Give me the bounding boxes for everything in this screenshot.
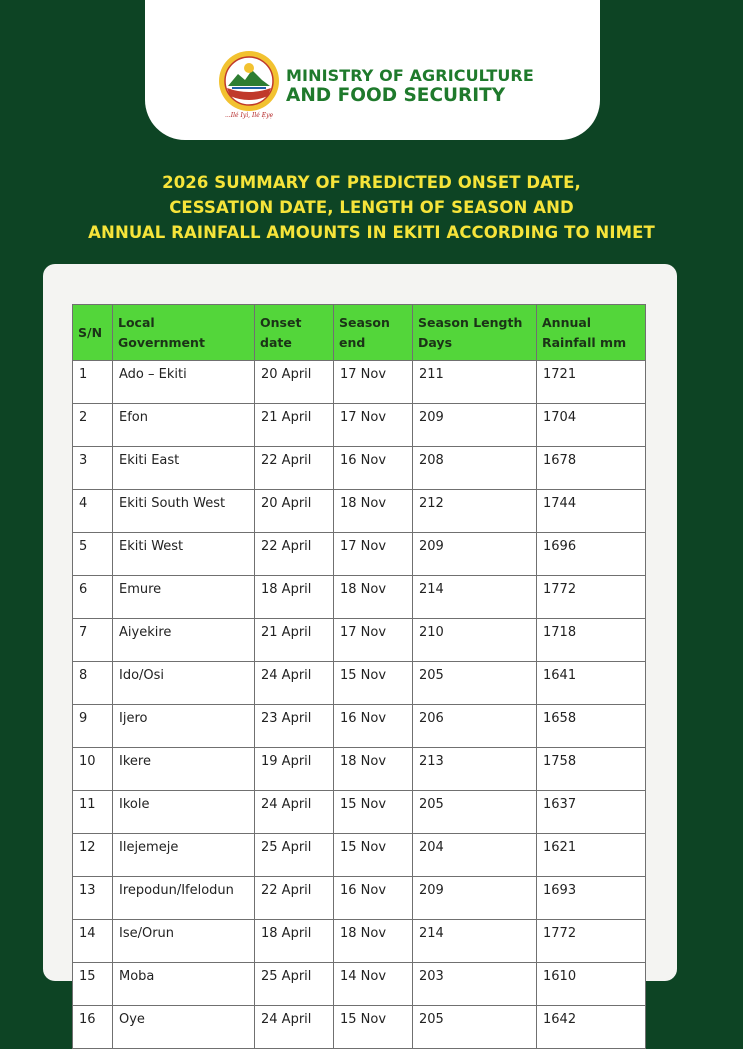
cell-sn: 16: [73, 1006, 113, 1049]
cell-onset: 20 April: [255, 361, 334, 404]
cell-season-length: 213: [413, 748, 537, 791]
cell-annual-rainfall: 1641: [537, 662, 646, 705]
ekiti-state-seal-icon: [218, 50, 280, 112]
title-line1: 2026 SUMMARY OF PREDICTED ONSET DATE,: [162, 173, 581, 192]
cell-annual-rainfall: 1696: [537, 533, 646, 576]
table-row: [73, 662, 646, 705]
col-header-sn: S/N: [73, 305, 113, 361]
cell-season-length: 206: [413, 705, 537, 748]
cell-season-length: 210: [413, 619, 537, 662]
cell-season-length: 204: [413, 834, 537, 877]
cell-onset: 21 April: [255, 404, 334, 447]
cell-season-length: 209: [413, 533, 537, 576]
cell-season-length: 208: [413, 447, 537, 490]
cell-onset: 18 April: [255, 920, 334, 963]
table-row: [73, 963, 646, 1006]
cell-annual-rainfall: 1678: [537, 447, 646, 490]
cell-sn: 12: [73, 834, 113, 877]
cell-annual-rainfall: 1658: [537, 705, 646, 748]
cell-season-length: 209: [413, 404, 537, 447]
table-row: [73, 834, 646, 877]
cell-lga: Efon: [113, 404, 255, 447]
cell-lga: Ado – Ekiti: [113, 361, 255, 404]
cell-season-end: 15 Nov: [334, 791, 413, 834]
cell-onset: 21 April: [255, 619, 334, 662]
cell-onset: 25 April: [255, 963, 334, 1006]
cell-season-length: 212: [413, 490, 537, 533]
cell-onset: 19 April: [255, 748, 334, 791]
col-header-season-length: Season Length Days: [413, 305, 537, 361]
cell-lga: Ijero: [113, 705, 255, 748]
table-row: [73, 533, 646, 576]
cell-lga: Irepodun/Ifelodun: [113, 877, 255, 920]
ministry-name-line2: AND FOOD SECURITY: [286, 85, 506, 107]
title-line3: ANNUAL RAINFALL AMOUNTS IN EKITI ACCORDING TO NIMET: [88, 223, 655, 242]
cell-season-length: 205: [413, 662, 537, 705]
cell-sn: 5: [73, 533, 113, 576]
cell-annual-rainfall: 1718: [537, 619, 646, 662]
cell-season-end: 18 Nov: [334, 920, 413, 963]
cell-annual-rainfall: 1744: [537, 490, 646, 533]
cell-sn: 2: [73, 404, 113, 447]
cell-sn: 8: [73, 662, 113, 705]
cell-onset: 24 April: [255, 1006, 334, 1049]
cell-lga: Ekiti East: [113, 447, 255, 490]
cell-annual-rainfall: 1637: [537, 791, 646, 834]
cell-sn: 13: [73, 877, 113, 920]
table-row: [73, 619, 646, 662]
cell-season-end: 15 Nov: [334, 662, 413, 705]
cell-onset: 20 April: [255, 490, 334, 533]
cell-onset: 22 April: [255, 877, 334, 920]
cell-annual-rainfall: 1772: [537, 576, 646, 619]
logo-motto: ...Ilé Iyì, Ilé Ẹyẹ: [224, 112, 274, 119]
col-header-onset: Onset date: [255, 305, 334, 361]
page-title: [20, 170, 723, 245]
cell-sn: 3: [73, 447, 113, 490]
cell-season-end: 17 Nov: [334, 361, 413, 404]
cell-sn: 11: [73, 791, 113, 834]
col-header-season-end: Season end: [334, 305, 413, 361]
table-row: [73, 920, 646, 963]
cell-season-length: 205: [413, 791, 537, 834]
table-row: [73, 361, 646, 404]
cell-annual-rainfall: 1704: [537, 404, 646, 447]
table-row: [73, 748, 646, 791]
cell-lga: Ikere: [113, 748, 255, 791]
table-row: [73, 404, 646, 447]
table-row: [73, 791, 646, 834]
cell-annual-rainfall: 1758: [537, 748, 646, 791]
cell-lga: Ise/Orun: [113, 920, 255, 963]
cell-season-length: 211: [413, 361, 537, 404]
cell-season-length: 209: [413, 877, 537, 920]
cell-season-end: 16 Nov: [334, 705, 413, 748]
cell-season-end: 16 Nov: [334, 877, 413, 920]
cell-lga: Emure: [113, 576, 255, 619]
cell-annual-rainfall: 1610: [537, 963, 646, 1006]
cell-onset: 22 April: [255, 533, 334, 576]
cell-sn: 9: [73, 705, 113, 748]
col-header-annual-rainfall: Annual Rainfall mm: [537, 305, 646, 361]
cell-sn: 10: [73, 748, 113, 791]
cell-season-end: 14 Nov: [334, 963, 413, 1006]
table-row: [73, 576, 646, 619]
cell-annual-rainfall: 1721: [537, 361, 646, 404]
cell-sn: 14: [73, 920, 113, 963]
cell-season-length: 214: [413, 576, 537, 619]
cell-season-end: 15 Nov: [334, 1006, 413, 1049]
cell-sn: 1: [73, 361, 113, 404]
cell-season-length: 205: [413, 1006, 537, 1049]
cell-onset: 22 April: [255, 447, 334, 490]
ministry-name-line1: MINISTRY OF AGRICULTURE: [286, 66, 534, 85]
table-row: [73, 490, 646, 533]
table-header-row: [73, 305, 646, 361]
cell-onset: 18 April: [255, 576, 334, 619]
cell-lga: Oye: [113, 1006, 255, 1049]
cell-season-length: 214: [413, 920, 537, 963]
cell-season-end: 15 Nov: [334, 834, 413, 877]
cell-onset: 25 April: [255, 834, 334, 877]
table-row: [73, 1006, 646, 1049]
cell-annual-rainfall: 1621: [537, 834, 646, 877]
table-row: [73, 447, 646, 490]
cell-lga: Ido/Osi: [113, 662, 255, 705]
col-header-lga: Local Government: [113, 305, 255, 361]
cell-season-end: 17 Nov: [334, 404, 413, 447]
cell-lga: Moba: [113, 963, 255, 1006]
cell-season-end: 17 Nov: [334, 619, 413, 662]
rainfall-table: [72, 304, 646, 1049]
table-row: [73, 705, 646, 748]
cell-sn: 6: [73, 576, 113, 619]
cell-lga: Ilejemeje: [113, 834, 255, 877]
ministry-name: [286, 66, 534, 107]
cell-annual-rainfall: 1693: [537, 877, 646, 920]
cell-lga: Ikole: [113, 791, 255, 834]
cell-annual-rainfall: 1642: [537, 1006, 646, 1049]
cell-sn: 4: [73, 490, 113, 533]
cell-onset: 24 April: [255, 662, 334, 705]
title-line2: CESSATION DATE, LENGTH OF SEASON AND: [169, 198, 574, 217]
cell-lga: Ekiti West: [113, 533, 255, 576]
cell-onset: 23 April: [255, 705, 334, 748]
cell-lga: Aiyekire: [113, 619, 255, 662]
cell-lga: Ekiti South West: [113, 490, 255, 533]
cell-season-end: 16 Nov: [334, 447, 413, 490]
cell-season-end: 18 Nov: [334, 748, 413, 791]
cell-sn: 7: [73, 619, 113, 662]
cell-sn: 15: [73, 963, 113, 1006]
cell-season-length: 203: [413, 963, 537, 1006]
cell-onset: 24 April: [255, 791, 334, 834]
cell-season-end: 18 Nov: [334, 490, 413, 533]
cell-annual-rainfall: 1772: [537, 920, 646, 963]
cell-season-end: 18 Nov: [334, 576, 413, 619]
table-row: [73, 877, 646, 920]
cell-season-end: 17 Nov: [334, 533, 413, 576]
